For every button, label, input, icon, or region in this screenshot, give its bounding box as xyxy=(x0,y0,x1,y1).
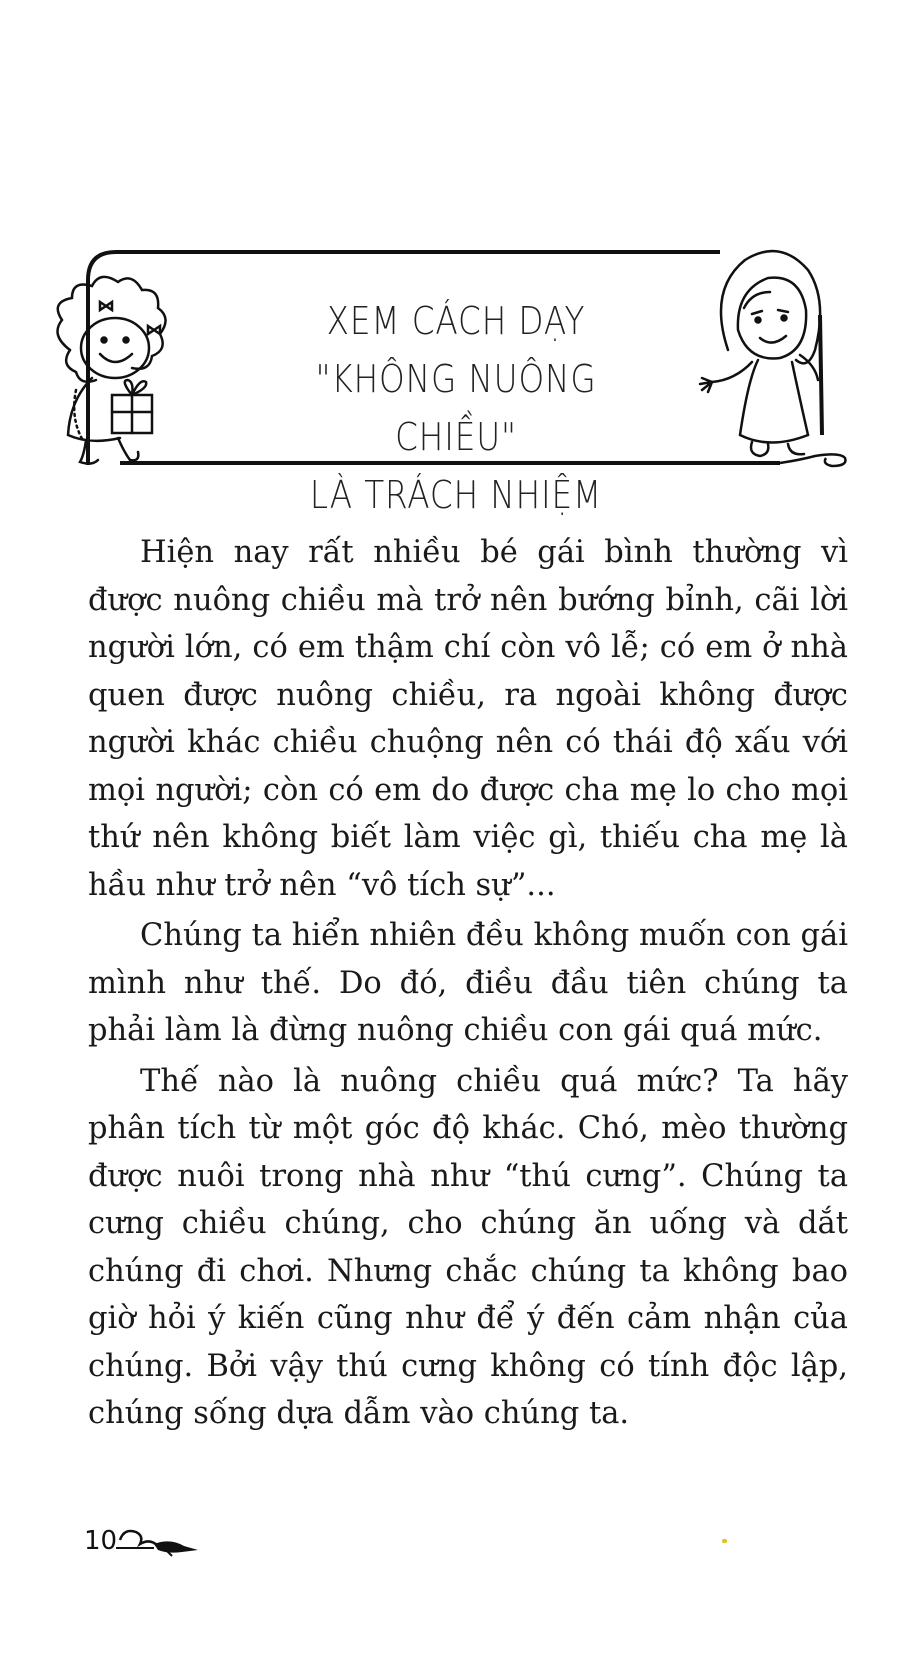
body-text xyxy=(88,529,848,1441)
page-number: 10 xyxy=(84,1526,118,1556)
paragraph-3: Thế nào là nuông chiều quá mức? Ta hãy phân tích từ một góc độ khác. Chó, mèo thường được nuôi trong nhà như “thú cưng”. Chúng ta cưng chiều chúng, cho chúng ăn uống và dắt chúng đi chơi. Nhưng chắc chúng ta không bao giờ hỏi ý kiến cũng như để ý đến cảm nhận của chúng. Bởi vậy thú cưng không có tính độc lập, chúng sống dựa dẫm vào chúng ta. xyxy=(88,1063,848,1431)
girl-with-gift-icon xyxy=(58,277,166,464)
chapter-title-frame xyxy=(0,230,912,530)
chapter-title-line-1: XEM CÁCH DẠY xyxy=(326,299,586,343)
pen-scribble-icon xyxy=(114,1518,204,1558)
decorative-dot xyxy=(722,1539,727,1543)
chapter-title-line-2: "KHÔNG NUÔNG CHIỀU" xyxy=(315,357,597,459)
paragraph-1: Hiện nay rất nhiều bé gái bình thường vì được nuông chiều mà trở nên bướng bỉnh, cãi lời người lớn, có em thậm chí còn vô lễ; có em ở nhà quen được nuông chiều, ra ngoài không được người khác chiều chuộng nên có thái độ xấu với mọi người; còn có em do được cha mẹ lo cho mọi thứ nên không biết làm việc gì, thiếu cha mẹ là hầu như trở nên “vô tích sự”... xyxy=(88,535,848,903)
girl-waving-icon xyxy=(700,251,820,456)
paragraph-2: Chúng ta hiển nhiên đều không muốn con gái mình như thế. Do đó, điều đầu tiên chúng ta phải làm là đừng nuông chiều con gái quá mức. xyxy=(88,918,848,1048)
chapter-title-line-3: LÀ TRÁCH NHIỆM xyxy=(309,473,603,517)
page-footer xyxy=(84,1518,284,1568)
chapter-title xyxy=(236,292,676,524)
